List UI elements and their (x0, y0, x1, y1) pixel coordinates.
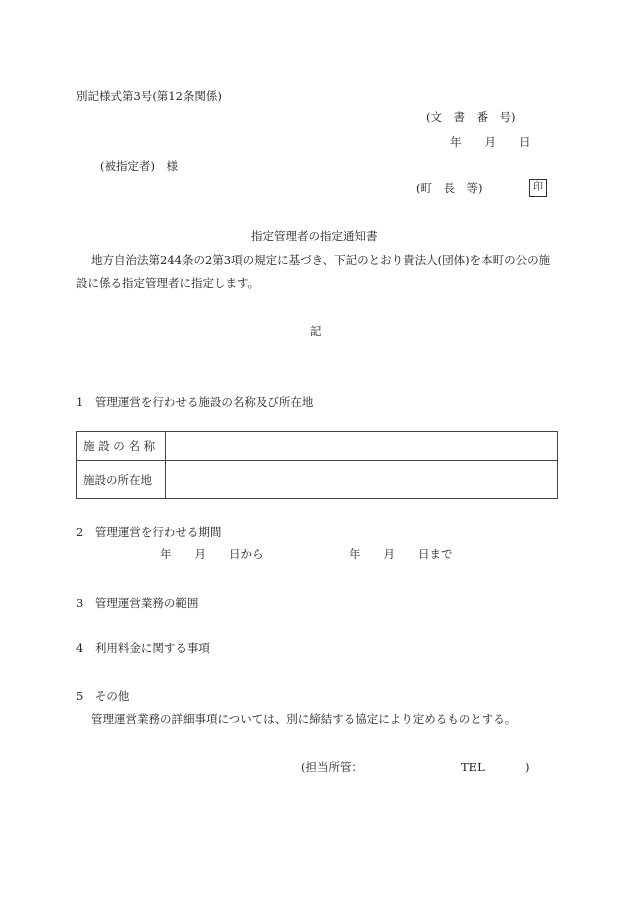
ki-heading: 記 (310, 324, 322, 338)
section-1-heading: 1 管理運営を行わせる施設の名称及び所在地 (76, 395, 314, 409)
table-row (77, 432, 558, 461)
tel-label: TEL (461, 760, 485, 774)
facility-location-value[interactable] (166, 461, 558, 499)
sender: (町 長 等) (416, 181, 483, 195)
section-3-heading: 3 管理運営業務の範囲 (76, 596, 199, 610)
date-line: 年 月 日 (450, 135, 531, 149)
facility-name-value[interactable] (166, 432, 558, 461)
period-to: 年 月 日まで (349, 547, 453, 561)
addressee: (被指定者) 様 (100, 159, 178, 173)
facility-table (76, 431, 558, 499)
period-from: 年 月 日から (160, 547, 264, 561)
facility-location-label: 施設の所在地 (77, 461, 166, 499)
section-5-heading: 5 その他 (76, 689, 130, 703)
section-5-text: 管理運営業務の詳細事項については、別に締結する協定により定めるものとする。 (91, 712, 517, 726)
table-row (77, 461, 558, 499)
form-number: 別記様式第3号(第12条関係) (76, 89, 222, 103)
facility-name-label: 施 設 の 名 称 (77, 432, 166, 461)
section-2-heading: 2 管理運営を行わせる期間 (76, 525, 222, 539)
document-title: 指定管理者の指定通知書 (251, 229, 378, 243)
document-number: (文 書 番 号) (426, 110, 516, 124)
body-line-2: 設に係る指定管理者に指定します。 (76, 276, 260, 290)
contact-label: (担当所管： (301, 760, 363, 774)
contact-close: ) (525, 760, 530, 774)
body-line-1: 地方自治法第244条の2第3項の規定に基づき、下記のとおり貴法人(団体)を本町の公の施 (91, 253, 551, 267)
seal-mark: 印 (529, 179, 547, 197)
section-4-heading: 4 利用料金に関する事項 (76, 641, 210, 655)
